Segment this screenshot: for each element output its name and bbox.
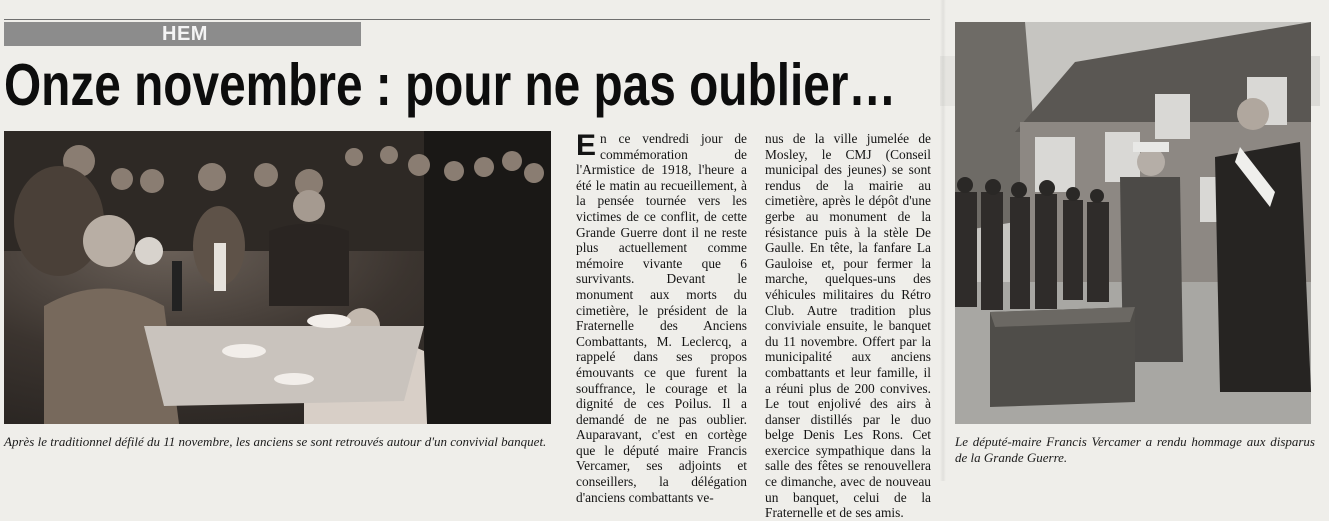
banquet-illustration [4, 131, 551, 424]
banquet-photo [4, 131, 551, 424]
section-banner [4, 22, 361, 46]
article-column-1-text: n ce vendredi jour de commémoration de l'Armistice de 1918, l'heure a été le matin au recueillement, à la pensée tournée vers les victimes de ce conflit, de cette Grande Guerre dont il ne reste plus actuellement comme mémoire vivante que 6 survivants. Devant le monument aux morts du cimetière, le président de la Fraternelle des Anciens Combattants, M. Leclercq, a rappelé dans ses propos émouvants ce que furent la souffrance, le courage et la dignité de ces Poilus. Il a demandé de ne pas oublier. Auparavant, c'est en cortège que le député maire Francis Vercamer, ses adjoints et conseillers, la délégation d'anciens combattants ve- [576, 131, 747, 505]
memorial-photo-caption: Le député-maire Francis Vercamer a rendu hommage aux disparus de la Grande Guerre. [955, 434, 1315, 465]
section-label: HEM [162, 23, 208, 45]
page-fold [940, 0, 946, 481]
memorial-illustration [955, 22, 1311, 424]
article-headline: Onze novembre : pour ne pas oublier… [4, 52, 897, 118]
article-column-2: nus de la ville jumelée de Mosley, le CMJ (Conseil municipal des jeunes) se sont rendus de la mairie au cimetière, après le dépôt d'une gerbe au monument de la résistance puis à la stèle De Gaulle. En tête, la fanfare La Gauloise et, pour fermer la marche, quelques-uns des véhicules militaires du Rétro Club. Autre tradition plus conviviale ensuite, le banquet du 11 novembre. Offert par la municipalité aux anciens combattants et leur famille, il a réuni plus de 200 convives. Le tout enjolivé des airs à danser distillés par le duo belge Denis Les Rons. Cet exercice sympathique dans la salle des fêtes se renouvellera ce dimanche, avec de nouveau un banquet, celui de la Fraternelle et de ses amis. [765, 131, 931, 521]
memorial-photo [955, 22, 1311, 424]
banquet-photo-caption: Après le traditionnel défilé du 11 novembre, les anciens se sont retrouvés autour d'un convivial banquet. [4, 434, 547, 449]
top-rule [4, 19, 930, 20]
article-column-1 [576, 131, 747, 505]
drop-cap: E [576, 129, 597, 162]
